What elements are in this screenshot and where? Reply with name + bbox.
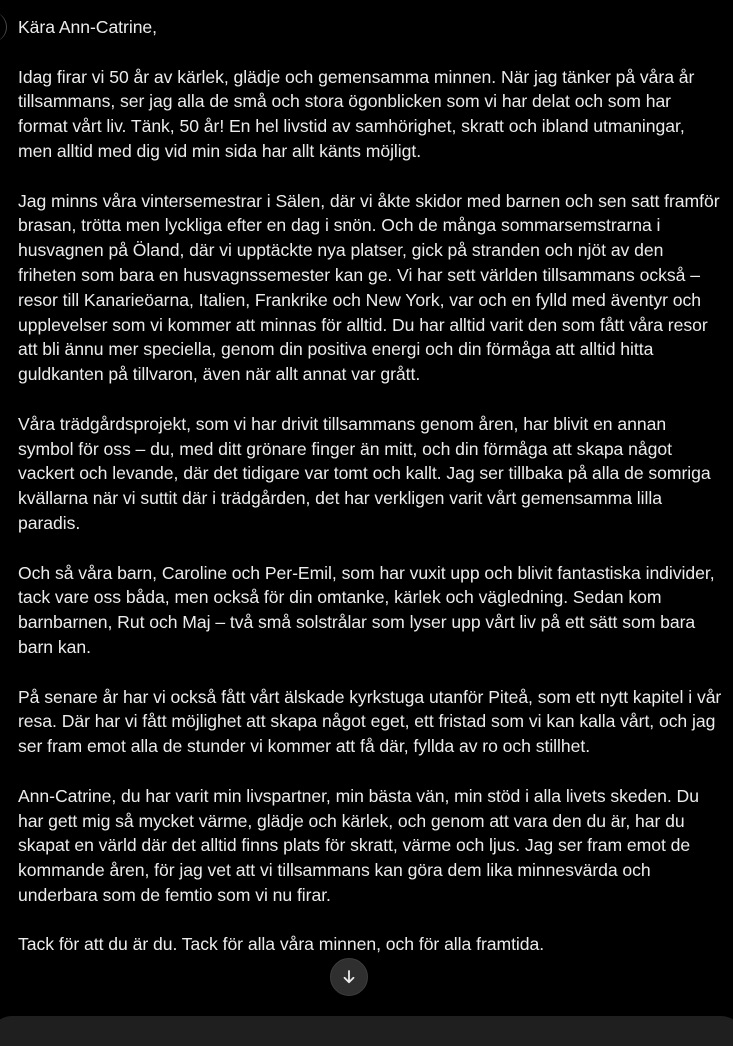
scroll-to-bottom-button[interactable] <box>330 958 368 996</box>
letter-paragraph: Tack för att du är du. Tack för alla våra minnen, och för alla framtida. <box>18 934 545 955</box>
letter-paragraph: Och så våra barn, Caroline och Per-Emil, som har vuxit upp och blivit fantastiska individer, tack vare oss båda, men också för din omtanke, kärlek och vägledning. Sedan kom barnbarnen, Rut och Maj – två små solstrålar som lyser upp vårt liv på ett sätt som bara barn kan. <box>18 562 715 657</box>
letter-paragraph: Ann-Catrine, du har varit min livspartner, min bästa vän, min stöd i alla livets skeden. Du har gett mig så mycket värme, glädje och kärlek, och genom att vara den du är, har du skapat en värld där det alltid finns plats för skratt, värme och ljus. Jag ser fram emot de kommande åren, för jag vet att vi tillsammans kan göra dem lika minnesvärda och underbara som de femtio som vi nu firar. <box>18 785 699 905</box>
letter-greeting: Kära Ann-Catrine, <box>18 17 157 37</box>
letter-paragraph: På senare år har vi också fått vårt älskade kyrkstuga utanför Piteå, som ett nytt kapitel i vår resa. Där har vi fått möjlighet att skapa något eget, ett fristad som vi kan kalla vårt, och jag ser fram emot alla de stunder vi kommer att få där, fyllda av ro och stillhet. <box>18 686 722 757</box>
letter-paragraph: Jag minns våra vintersemestrar i Sälen, där vi åkte skidor med barnen och sen satt framför brasan, trötta men lyckliga efter en dag i snön. Och de många sommarsemstrarna i husvagnen på Öland, där vi upptäckte nya platser, gick på stranden och njöt av den friheten som bara en husvagnssemester kan ge. Vi har sett världen tillsammans också – resor till Kanarieöarna, Italien, Frankrike och New York, var och en fylld med äventyr och upplevelser som vi kommer att minnas för alltid. Du har alltid varit den som fått våra resor att bli ännu mer speciella, genom din positiva energi och din förmåga att alltid hitta guldkanten på tillvaron, även när allt annat var grått. <box>18 190 720 385</box>
composer-bar[interactable] <box>0 1016 733 1046</box>
letter-paragraph: Våra trädgårdsprojekt, som vi har drivit tillsammans genom åren, har blivit en annan symbol för oss – du, med ditt grönare finger än mitt, och din förmåga att skapa något vackert och levande, där det tidigare var tomt och kallt. Jag ser tillbaka på alla de somriga kvällarna när vi suttit där i trädgården, det har verkligen varit vårt gemensamma lilla paradis. <box>18 413 711 533</box>
sidebar-toggle-edge[interactable] <box>0 12 7 42</box>
arrow-down-icon <box>341 969 357 985</box>
message-content <box>18 15 723 982</box>
letter-paragraph: Idag firar vi 50 år av kärlek, glädje och gemensamma minnen. När jag tänker på våra år tillsammans, ser jag alla de små och stora ögonblicken som vi har delat och som har format vårt liv. Tänk, 50 år! En hel livstid av samhörighet, skratt och ibland utmaningar, men alltid med dig vid min sida har allt känts möjligt. <box>18 66 695 161</box>
